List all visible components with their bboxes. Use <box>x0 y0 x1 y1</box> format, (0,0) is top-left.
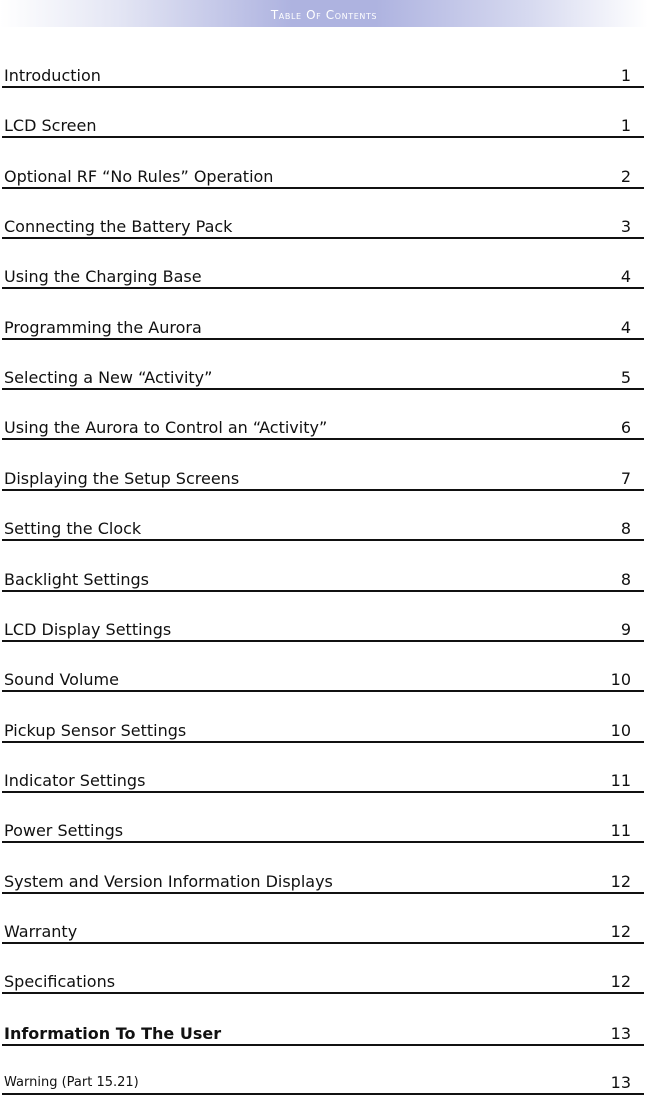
toc-entry-page: 9 <box>620 620 631 639</box>
toc-entry-indicator[interactable] <box>2 767 644 793</box>
toc-entry-page: 6 <box>620 418 631 437</box>
toc-entry-page: 10 <box>610 670 631 689</box>
toc-entry-title: Selecting a New “Activity” <box>4 368 213 387</box>
toc-entry-title: LCD Display Settings <box>4 620 172 639</box>
toc-entry-page: 13 <box>610 1024 631 1043</box>
toc-entry-title: Indicator Settings <box>4 771 146 790</box>
toc-entry-title: Warning (Part 15.21) <box>4 1075 139 1090</box>
toc-entry-page: 10 <box>610 721 631 740</box>
toc-entry-system-version[interactable] <box>2 868 644 894</box>
toc-entry-information-user[interactable] <box>2 1020 644 1046</box>
toc-entry-page: 4 <box>620 318 631 337</box>
toc-entry-control-activity[interactable] <box>2 414 644 440</box>
toc-entry-title: Information To The User <box>4 1024 222 1043</box>
toc-entry-page: 2 <box>620 167 631 186</box>
toc-entry-lcd-screen[interactable] <box>2 112 644 138</box>
toc-entry-title: LCD Screen <box>4 116 97 135</box>
toc-entry-page: 8 <box>620 570 631 589</box>
toc-entry-page: 5 <box>620 368 631 387</box>
toc-entry-title: Sound Volume <box>4 670 119 689</box>
toc-entry-title: Optional RF “No Rules” Operation <box>4 167 274 186</box>
toc-entry-page: 3 <box>620 217 631 236</box>
toc-entry-specifications[interactable] <box>2 968 644 994</box>
toc-entry-introduction[interactable] <box>2 62 644 88</box>
toc-entry-charging-base[interactable] <box>2 263 644 289</box>
toc-entry-page: 8 <box>620 519 631 538</box>
toc-entry-page: 11 <box>610 821 631 840</box>
toc-entry-title: Connecting the Battery Pack <box>4 217 233 236</box>
toc-entry-lcd-display[interactable] <box>2 616 644 642</box>
toc-entry-title: Power Settings <box>4 821 124 840</box>
toc-entry-setup-screens[interactable] <box>2 465 644 491</box>
toc-entry-page: 11 <box>610 771 631 790</box>
toc-entry-title: System and Version Information Displays <box>4 872 333 891</box>
toc-entry-title: Programming the Aurora <box>4 318 202 337</box>
toc-entry-title: Warranty <box>4 922 78 941</box>
toc-entry-page: 7 <box>620 469 631 488</box>
toc-entry-page: 1 <box>620 116 631 135</box>
toc-entry-clock[interactable] <box>2 515 644 541</box>
toc-entry-new-activity[interactable] <box>2 364 644 390</box>
toc-entry-page: 12 <box>610 972 631 991</box>
toc-entry-title: Setting the Clock <box>4 519 142 538</box>
page-title: Table Of Contents <box>270 8 378 22</box>
toc-entry-power[interactable] <box>2 817 644 843</box>
toc-entry-rf-operation[interactable] <box>2 163 644 189</box>
toc-entry-warranty[interactable] <box>2 918 644 944</box>
toc-entry-title: Introduction <box>4 66 101 85</box>
toc-entry-programming[interactable] <box>2 314 644 340</box>
toc-entry-title: Specifications <box>4 972 116 991</box>
toc-entry-sound-volume[interactable] <box>2 666 644 692</box>
toc-entry-pickup-sensor[interactable] <box>2 717 644 743</box>
toc-entry-title: Pickup Sensor Settings <box>4 721 187 740</box>
toc-entry-title: Backlight Settings <box>4 570 150 589</box>
toc-entry-page: 13 <box>610 1073 631 1092</box>
toc-entry-battery-pack[interactable] <box>2 213 644 239</box>
toc-entry-warning[interactable] <box>2 1069 644 1095</box>
toc-entry-page: 4 <box>620 267 631 286</box>
toc-entry-title: Displaying the Setup Screens <box>4 469 240 488</box>
toc-entry-title: Using the Aurora to Control an “Activity” <box>4 418 328 437</box>
toc-entry-page: 1 <box>620 66 631 85</box>
toc-entry-page: 12 <box>610 872 631 891</box>
toc-entry-backlight[interactable] <box>2 566 644 592</box>
toc-entry-title: Using the Charging Base <box>4 267 202 286</box>
toc-entry-page: 12 <box>610 922 631 941</box>
